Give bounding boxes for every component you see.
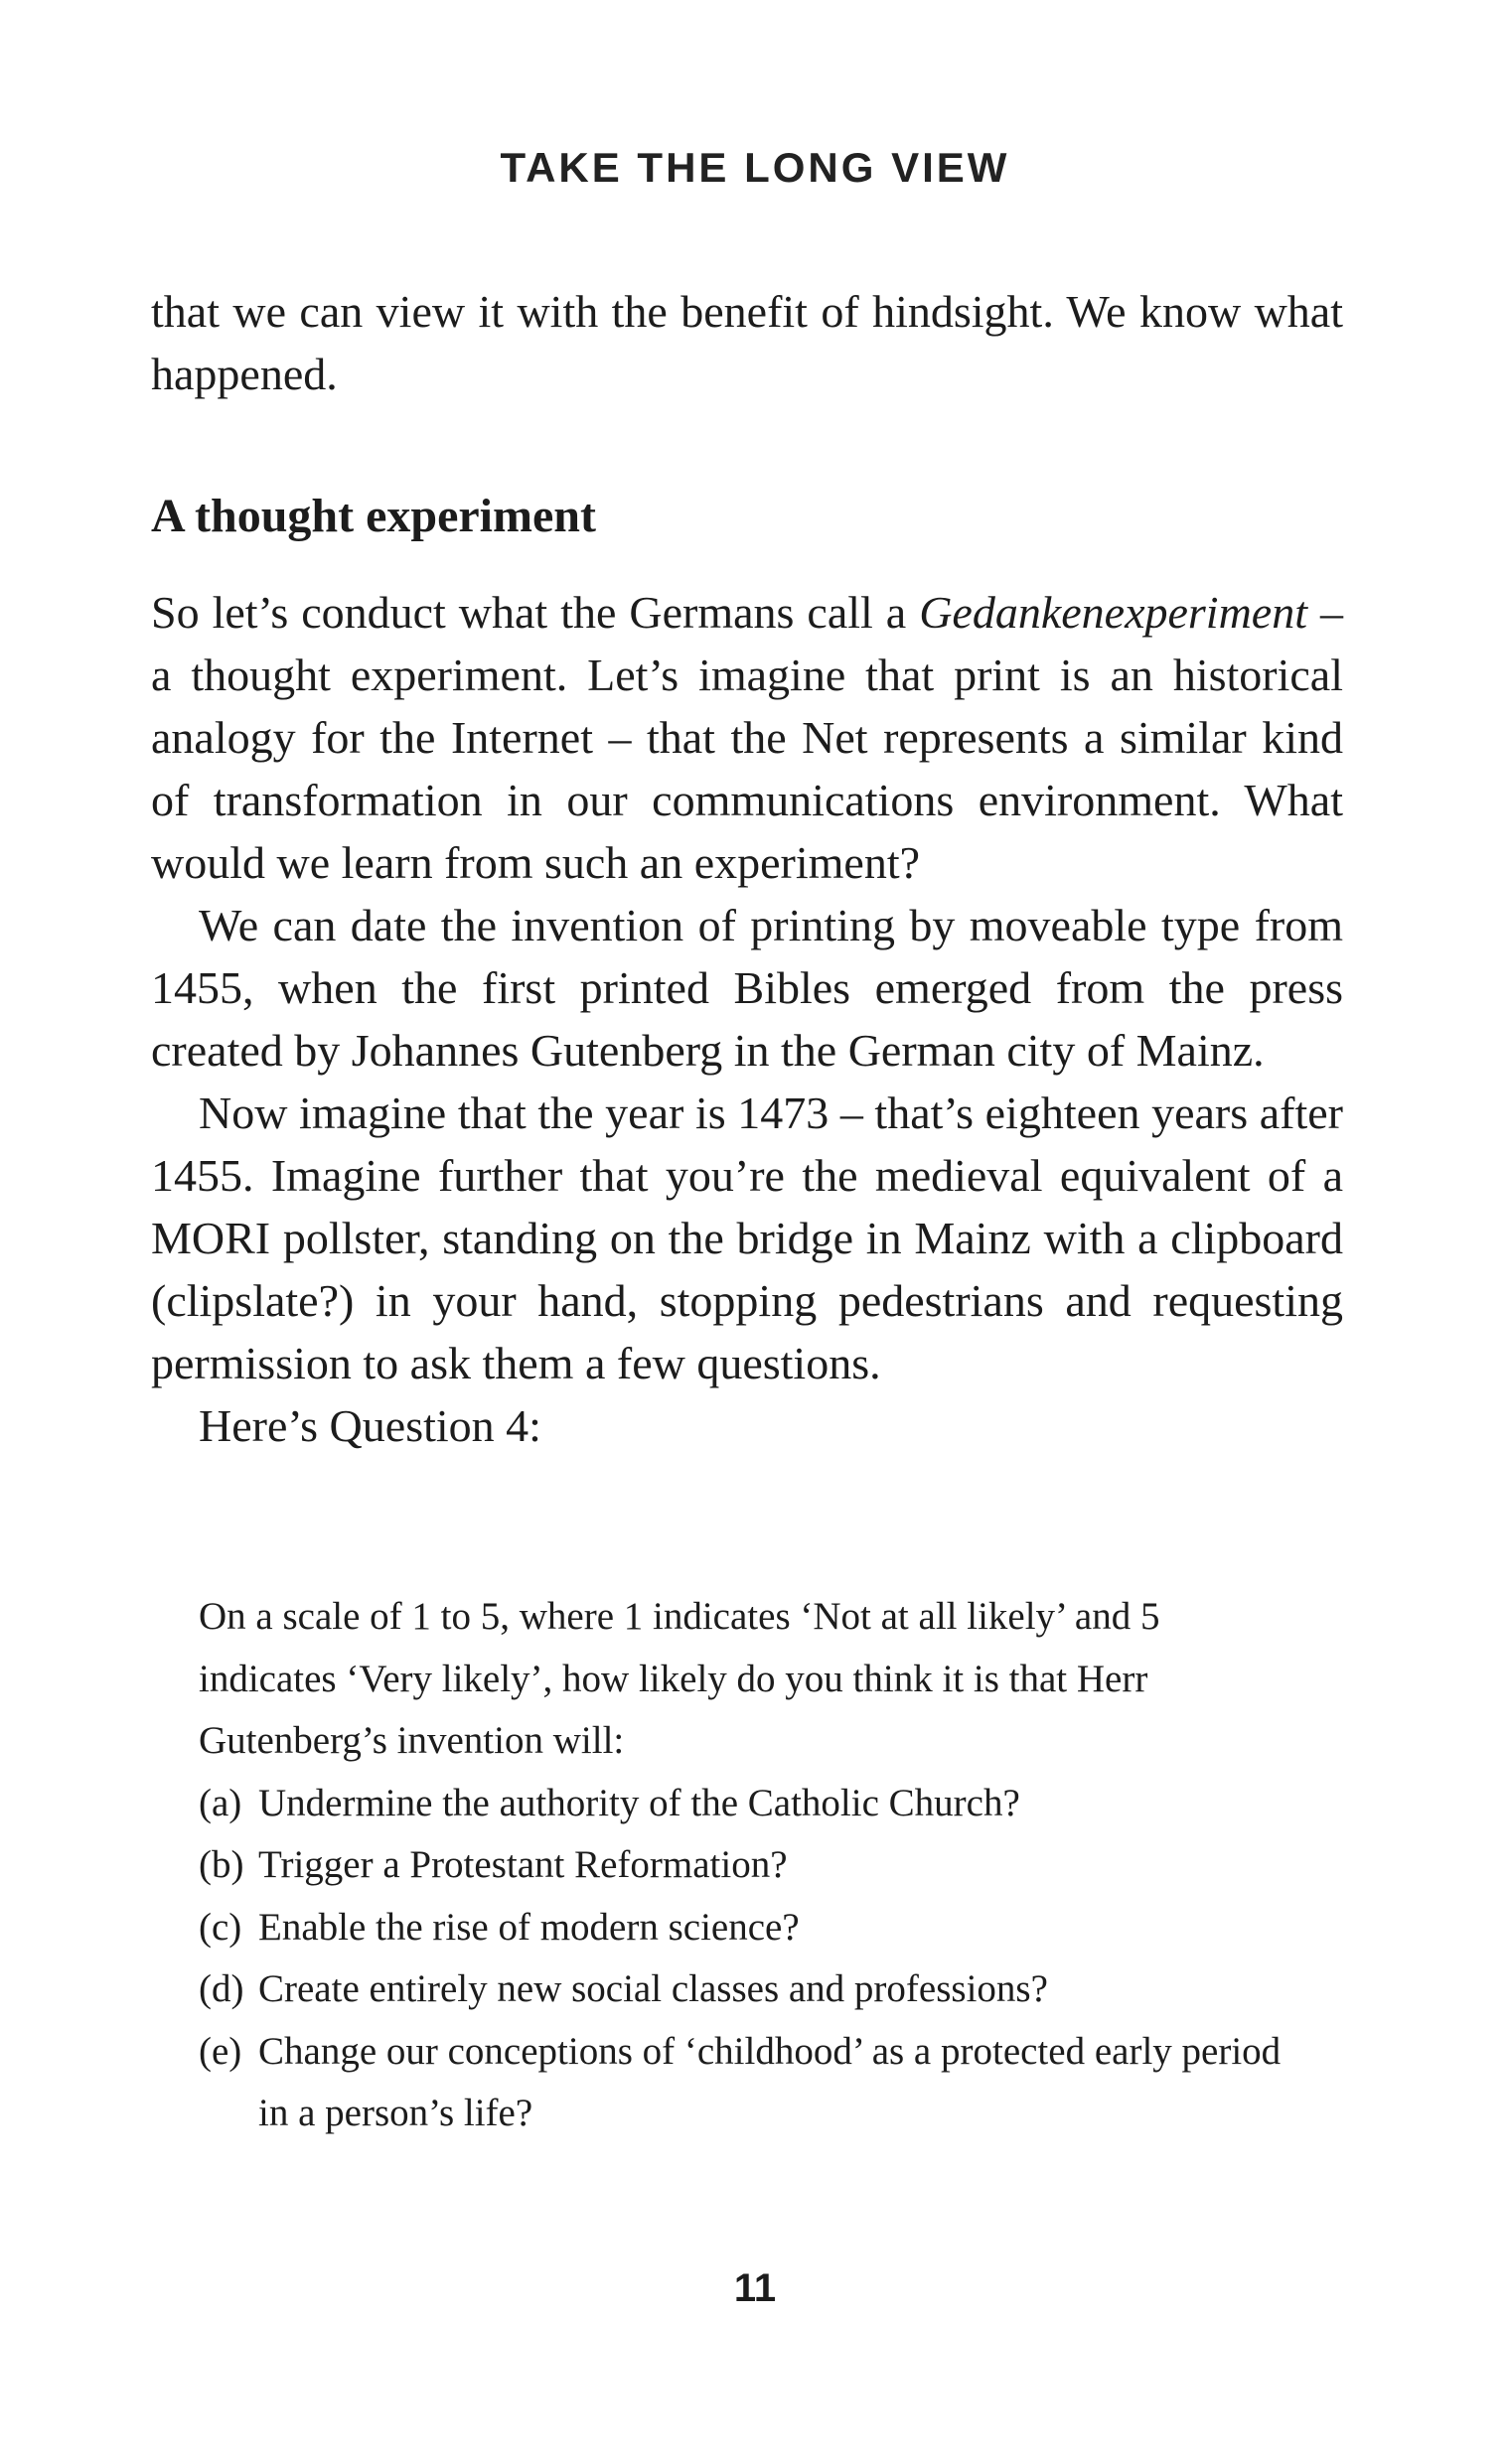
question-text: Undermine the authority of the Catholic Church? [258,1781,1020,1824]
question-block [199,1586,1291,2145]
question-item [199,1897,1291,1959]
paragraph-1-end: – a thought experiment. Let’s imagine that print is an historical analogy for the Internet – that the Net represents a similar kind of transformation in our communications environment. What would we learn from such an experiment? [151,587,1343,888]
body-text [151,581,1343,1457]
paragraph-2: We can date the invention of printing by moveable type from 1455, when the first printed Bibles emerged from the press created by Johannes Gutenberg in the German city of Mainz. [151,900,1343,1076]
question-label: (e) [199,2029,242,2073]
question-text: Trigger a Protestant Reformation? [258,1843,788,1886]
paragraph-1-italic-term: Gedankenexperiment [919,587,1308,638]
paragraph-3: Now imagine that the year is 1473 – that’s eighteen years after 1455. Imagine further that you’re the medieval equivalent of a MORI pollster, standing on the bridge in Mainz with a clipboard (clipslate?) in your hand, stopping pedestrians and requesting permission to ask them a few questions. [151,1087,1343,1388]
question-item [199,1834,1291,1897]
question-item [199,1773,1291,1835]
paragraph-1-start: So let’s conduct what the Germans call a [151,587,920,638]
question-text: Change our conceptions of ‘childhood’ as a protected early period in a person’s life? [258,2029,1282,2134]
paragraph-4: Here’s Question 4: [199,1400,541,1451]
question-item [199,2021,1291,2145]
section-heading: A thought experiment [151,490,596,542]
question-label: (c) [199,1905,242,1949]
question-list [199,1773,1291,2145]
question-text: Create entirely new social classes and professions? [258,1967,1048,2010]
question-label: (a) [199,1781,242,1824]
page-number: 11 [733,2266,777,2310]
question-text: Enable the rise of modern science? [258,1905,800,1949]
question-intro: On a scale of 1 to 5, where 1 indicates ‘Not at all likely’ and 5 indicates ‘Very likely’, how likely do you think it is that Herr Gutenberg’s invention will: [199,1595,1160,1762]
intro-paragraph [151,280,1343,405]
paragraph-1 [151,581,1343,894]
question-item [199,1958,1291,2021]
question-label: (d) [199,1967,244,2010]
question-label: (b) [199,1843,244,1886]
intro-text: that we can view it with the benefit of hindsight. We know what happened. [151,286,1343,399]
running-head: TAKE THE LONG VIEW [500,144,1010,191]
